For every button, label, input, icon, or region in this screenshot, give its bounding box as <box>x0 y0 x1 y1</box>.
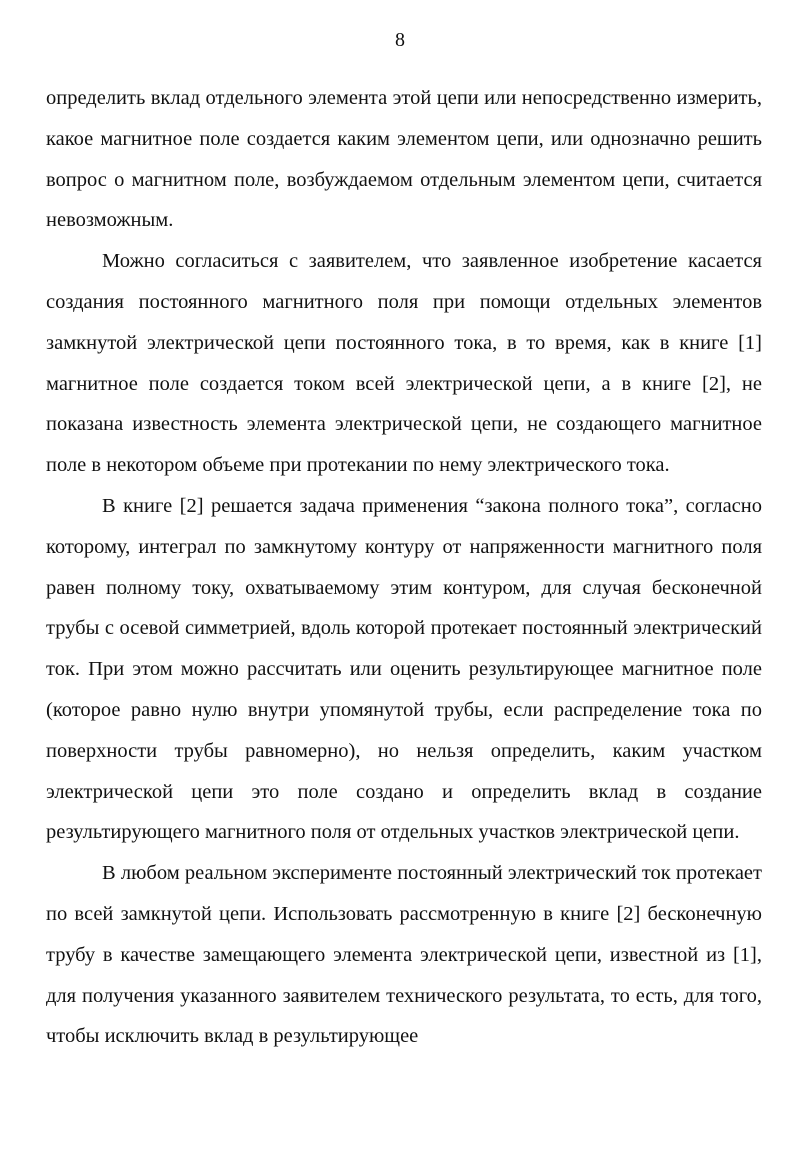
paragraph: Можно согласиться с заявителем, что заявленное изобретение касается создания постоянного магнитного поля при помощи отдельных элементов замкнутой электрической цепи постоянного тока, в то время, как в книге [1] магнитное поле создается током всей электрической цепи, а в книге [2], не показана известность элемента электрической цепи, не создающего магнитное поле в некотором объеме при протекании по нему электрического тока. <box>46 250 762 477</box>
paragraph: В книге [2] решается задача применения “закона полного тока”, согласно которому, интеграл по замкнутому контуру от напряженности магнитного поля равен полному току, охватываемому этим контуром, для случая бесконечной трубы с осевой симметрией, вдоль которой протекает постоянный электрический ток. При этом можно рассчитать или оценить результирующее магнитное поле (которое равно нулю внутри упомянутой трубы, если распределение тока по поверхности трубы равномерно), но нельзя определить, каким участком электрической цепи это поле создано и определить вклад в создание результирующего магнитного поля от отдельных участков электрической цепи. <box>46 494 762 844</box>
paragraph-continuation: определить вклад отдельного элемента этой цепи или непосредственно измерить, какое магнитное поле создается каким элементом цепи, или однозначно решить вопрос о магнитном поле, возбуждаемом отдельным элементом цепи, считается невозможным. <box>46 87 762 232</box>
paragraph: В любом реальном эксперименте постоянный электрический ток протекает по всей замкнутой цепи. Использовать рассмотренную в книге [2] бесконечную трубу в качестве замещающего элемента электрической цепи, известной из [1], для получения указанного заявителем технического результата, то есть, для того, чтобы исключить вклад в результирующее <box>46 862 762 1048</box>
page-number: 8 <box>395 29 405 51</box>
body-text <box>46 78 762 1057</box>
